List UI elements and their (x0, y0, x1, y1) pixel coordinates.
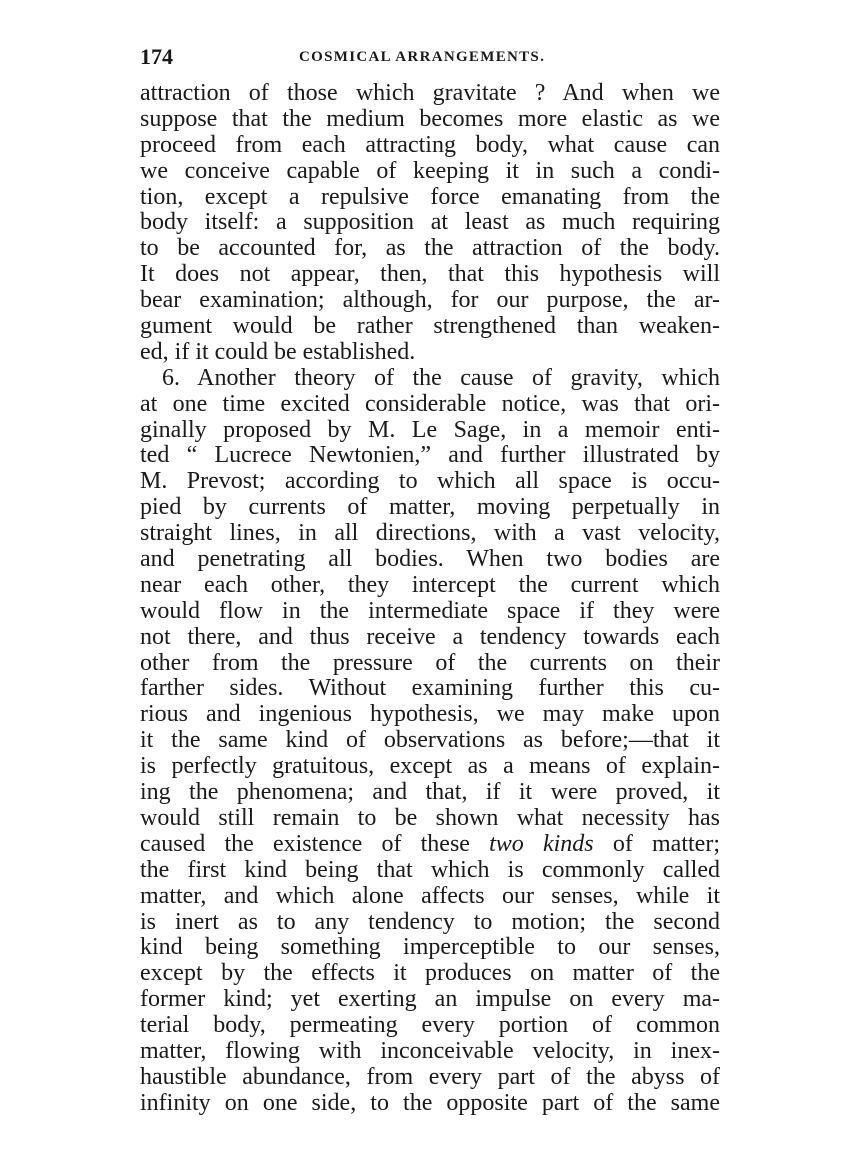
text-span: would still remain to be shown what necessity has (140, 805, 720, 831)
text-span: we conceive capable of keeping it in such a condi- (140, 158, 720, 184)
text-span: is perfectly gratuitous, except as a means of explain- (140, 754, 720, 780)
text-span: former kind; yet exerting an impulse on every ma- (140, 987, 720, 1013)
text-line (140, 495, 720, 521)
text-line (140, 573, 720, 599)
text-span: at one time excited considerable notice, was that ori- (140, 391, 720, 417)
text-span: caused the existence of these (140, 831, 490, 857)
text-span: and penetrating all bodies. When two bodies are (140, 547, 720, 573)
text-span: except by the effects it produces on matter of the (140, 961, 720, 987)
text-span: infinity on one side, to the opposite part of the same (140, 1090, 720, 1116)
text-line (140, 910, 720, 936)
text-span: body itself: a supposition at least as much requiring (140, 210, 720, 236)
text-line (140, 392, 720, 418)
body-text (140, 81, 720, 1117)
text-line (140, 702, 720, 728)
text-line (140, 625, 720, 651)
text-span: ing the phenomena; and that, if it were proved, it (140, 780, 720, 806)
text-line (140, 236, 720, 262)
text-line (140, 599, 720, 625)
text-span: 6. Another theory of the cause of gravity, which (162, 365, 720, 391)
text-line (140, 81, 720, 107)
text-span: It does not appear, then, that this hypothesis will (140, 262, 720, 288)
text-span: ted “ Lucrece Newtonien,” and further illustrated by (140, 443, 720, 469)
text-span: not there, and thus receive a tendency towards each (140, 624, 720, 650)
text-line (140, 961, 720, 987)
text-span: the first kind being that which is commonly called (140, 857, 720, 883)
text-line (140, 133, 720, 159)
text-span: terial body, permeating every portion of common (140, 1013, 720, 1039)
text-line (140, 314, 720, 340)
page-number: 174 (140, 44, 173, 69)
text-span: proceed from each attracting body, what cause can (140, 132, 720, 158)
text-span: other from the pressure of the currents on their (140, 650, 720, 676)
text-span: ginally proposed by M. Le Sage, in a memoir enti- (140, 417, 720, 443)
text-line (140, 987, 720, 1013)
text-span: pied by currents of matter, moving perpetually in (140, 495, 720, 521)
text-line (140, 469, 720, 495)
text-line (140, 1091, 720, 1117)
text-line (140, 340, 720, 366)
text-line (140, 806, 720, 832)
text-line (140, 1065, 720, 1091)
text-line (140, 262, 720, 288)
text-span: haustible abundance, from every part of the abyss of (140, 1064, 720, 1090)
text-line (140, 935, 720, 961)
text-line (140, 676, 720, 702)
text-span: M. Prevost; according to which all space is occu- (140, 469, 720, 495)
italic-text: two kinds (489, 831, 594, 857)
text-span: kind being something imperceptible to our senses, (140, 935, 720, 961)
text-span: it the same kind of observations as before;—that it (140, 728, 720, 754)
text-span: matter, flowing with inconceivable velocity, in inex- (140, 1038, 720, 1064)
text-line (140, 185, 720, 211)
text-line (140, 832, 720, 858)
text-span: would flow in the intermediate space if they were (140, 598, 720, 624)
running-head: COSMICAL ARRANGEMENTS. (299, 49, 546, 65)
text-line (140, 159, 720, 185)
text-line (140, 884, 720, 910)
text-span: straight lines, in all directions, with a vast velocity, (140, 521, 720, 547)
text-line (140, 107, 720, 133)
text-span: ed, if it could be established. (140, 339, 416, 365)
text-span: suppose that the medium becomes more elastic as we (140, 106, 720, 132)
text-span: to be accounted for, as the attraction of the body. (140, 236, 720, 262)
text-span: bear examination; although, for our purpose, the ar- (140, 288, 720, 314)
text-line (140, 547, 720, 573)
text-line (140, 443, 720, 469)
text-line (140, 288, 720, 314)
text-line (140, 651, 720, 677)
text-span: near each other, they intercept the current which (140, 572, 720, 598)
text-line (140, 210, 720, 236)
text-line (140, 418, 720, 444)
text-line (140, 1013, 720, 1039)
text-line (140, 780, 720, 806)
text-span: matter, and which alone affects our senses, while it (140, 883, 720, 909)
text-line (140, 1039, 720, 1065)
text-span: farther sides. Without examining further this cu- (140, 676, 720, 702)
text-line (140, 728, 720, 754)
text-line (140, 366, 720, 392)
text-line (140, 521, 720, 547)
text-line (140, 858, 720, 884)
text-span: tion, except a repulsive force emanating from the (140, 184, 720, 210)
text-span: of matter; (593, 831, 720, 857)
page-header (140, 42, 720, 72)
text-span: rious and ingenious hypothesis, we may make upon (140, 702, 720, 728)
text-span: attraction of those which gravitate ? And when we (140, 81, 720, 106)
text-span: gument would be rather strengthened than weaken- (140, 314, 720, 340)
text-span: is inert as to any tendency to motion; the second (140, 909, 720, 935)
text-line (140, 754, 720, 780)
